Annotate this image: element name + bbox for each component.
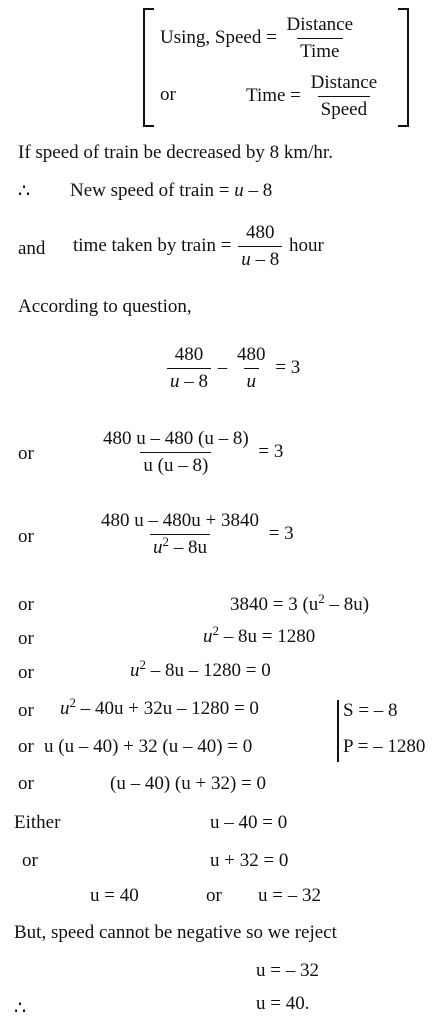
time-taken-fraction [238, 222, 282, 271]
right-bracket [398, 8, 409, 127]
solution-u-minus-32: u = – 32 [258, 885, 321, 906]
new-speed-text: New speed of train = [70, 180, 235, 201]
eq7-rest: – 40u + 32u – 1280 = 0 [76, 698, 259, 719]
eq1-frac2-den-var: u [246, 371, 256, 392]
eq6-var: u [130, 660, 140, 681]
left-bracket [143, 8, 154, 127]
speed-formula [160, 14, 358, 63]
time-taken-num: 480 [245, 222, 275, 243]
time-formula-lhs: Time = [246, 84, 301, 106]
time-fraction [308, 72, 380, 121]
eq1-frac1-den [167, 368, 211, 393]
eq4-main: 3840 = 3 (u [230, 594, 319, 615]
time-taken-text: time taken by train = [73, 234, 232, 256]
eq3-frac [98, 510, 262, 559]
eq2-frac [100, 428, 252, 477]
final-answer: u = 40. [256, 993, 310, 1014]
new-speed-var: u [234, 180, 244, 201]
solution-u-40: u = 40 [90, 885, 139, 906]
equation-9: (u – 40) (u + 32) = 0 [110, 773, 266, 794]
and-label: and [18, 238, 46, 259]
eq5-var: u [203, 626, 213, 647]
eq3-den-var: u [152, 537, 163, 558]
equation-4 [230, 591, 370, 616]
equation-3 [96, 510, 294, 559]
time-formula [246, 72, 382, 121]
eq1-frac2 [234, 344, 269, 393]
therefore-symbol-final: ∴ [14, 998, 27, 1019]
eq6-rest: – 8u – 1280 = 0 [146, 660, 271, 681]
or-label-eq3: or [18, 526, 34, 547]
equation-11: u + 32 = 0 [210, 850, 289, 871]
eq1-frac1-den-rest: – 8 [179, 371, 208, 392]
eq1-minus: – [217, 356, 228, 378]
or-label-eq7: or [18, 700, 34, 721]
or-label-eq8: or [18, 736, 34, 757]
eq1-frac1 [167, 344, 211, 393]
eq5-rest: – 8u = 1280 [219, 626, 316, 647]
equation-5 [203, 623, 316, 648]
eq4-sup: 2 [318, 591, 325, 606]
time-fraction-denominator: Speed [318, 96, 370, 121]
speed-decrease-line: If speed of train be decreased by 8 km/hr. [18, 142, 333, 163]
time-taken-den [238, 246, 282, 271]
rejection-statement: But, speed cannot be negative so we reject [14, 922, 337, 943]
according-line: According to question, [18, 296, 192, 317]
sum-product-divider [337, 700, 339, 762]
speed-fraction-denominator: Time [297, 38, 342, 63]
equation-1 [165, 344, 300, 393]
or-text: or [160, 84, 176, 105]
eq2-num [100, 428, 252, 452]
eq2-den [140, 452, 211, 477]
or-label-eq6: or [18, 662, 34, 683]
eq2-den-text: u (u – 8) [143, 455, 209, 476]
equation-8: u (u – 40) + 32 (u – 40) = 0 [44, 736, 253, 757]
or-label-bracket [160, 84, 176, 106]
time-taken-line [73, 222, 324, 271]
eq2-num-text: 480 u – 480 (u – 8) [103, 428, 249, 449]
eq4-end: – 8u) [324, 594, 370, 615]
product-note: P = – 1280 [343, 736, 426, 757]
rejected-value: u = – 32 [256, 960, 319, 981]
equation-7 [60, 695, 259, 720]
eq6-sup: 2 [139, 657, 146, 672]
equation-6 [130, 657, 271, 682]
or-label-eq5: or [18, 628, 34, 649]
eq3-num: 480 u – 480u + 3840 [101, 510, 259, 531]
time-fraction-numerator: Distance [310, 72, 378, 93]
time-taken-den-rest: – 8 [250, 249, 280, 270]
equation-10: u – 40 = 0 [210, 812, 288, 833]
or-label-eq11: or [22, 850, 38, 871]
equation-2 [98, 428, 283, 477]
or-label-eq9: or [18, 773, 34, 794]
or-label-eq12: or [206, 885, 222, 906]
eq2-rhs: = 3 [258, 440, 284, 462]
sum-note: S = – 8 [343, 700, 398, 721]
eq7-sup: 2 [69, 695, 76, 710]
new-speed-line [70, 180, 272, 202]
either-label: Either [14, 812, 61, 833]
or-label-eq2: or [18, 443, 34, 464]
eq1-frac1-num: 480 [174, 344, 204, 365]
eq3-rhs: = 3 [268, 522, 294, 544]
new-speed-rest: – 8 [243, 180, 273, 201]
eq5-sup: 2 [212, 623, 219, 638]
speed-fraction-numerator: Distance [286, 14, 354, 35]
eq3-den [150, 534, 210, 559]
time-taken-den-var: u [241, 249, 251, 270]
eq1-frac1-den-var: u [170, 371, 180, 392]
time-taken-unit: hour [288, 234, 324, 256]
speed-formula-lhs: Using, Speed = [160, 26, 277, 48]
eq3-den-sup: 2 [162, 534, 169, 549]
or-label-eq4: or [18, 594, 34, 615]
eq7-var: u [60, 698, 70, 719]
eq1-frac2-num: 480 [237, 344, 266, 365]
eq1-frac2-den [244, 368, 260, 393]
therefore-symbol: ∴ [18, 181, 31, 202]
eq1-rhs: = 3 [275, 356, 301, 378]
eq3-den-rest: – 8u [168, 537, 207, 558]
speed-fraction [284, 14, 356, 63]
